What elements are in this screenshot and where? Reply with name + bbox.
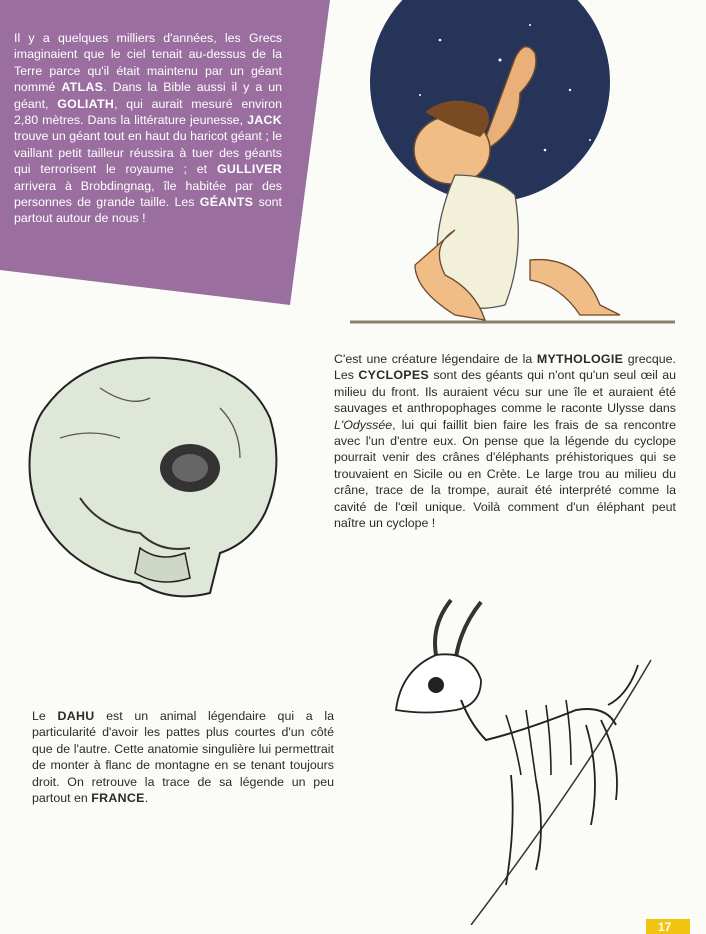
page-number: 17 [658,920,672,934]
keyword-dahu: DAHU [57,709,95,723]
intro-text-block [14,30,282,227]
keyword-atlas: ATLAS [61,80,104,95]
keyword-geants: GÉANTS [199,195,254,210]
page-number-badge [646,919,690,934]
keyword-jack: JACK [247,113,282,128]
dahu-skeleton-illustration [376,595,676,925]
elephant-skull-illustration [20,348,290,598]
atlas-illustration [330,0,702,328]
keyword-goliath: GOLIATH [57,96,115,111]
cyclops-text-block [334,351,676,531]
keyword-mythologie: MYTHOLOGIE [536,352,624,366]
keyword-france: FRANCE [91,791,145,806]
keyword-cyclopes: CYCLOPES [358,368,429,383]
intro-paragraph: Il y a quelques milliers d'années, les Grecs imaginaient que le ciel tenait au-dessus de la Terre parce qu'il était maintenu par un géant nommé ATLAS. Dans la Bible aussi il y a un géant, GOLIATH, qui aurait mesuré environ 2,80 mètres. Dans la littérature jeunesse, JACK trouve un géant tout en haut du haricot géant ; le vaillant petit tailleur réussira à tuer des géants qui terrorisent le royaume ; et GULLIVER arrivera à Brobdingnag, île habitée par des personnes de grande taille. Les GÉANTS sont partout autour de nous ! [14,31,282,226]
keyword-gulliver: GULLIVER [216,162,282,177]
title-odyssee: L'Odyssée [334,417,393,432]
cyclops-paragraph: C'est une créature légendaire de la MYTHOLOGIE grecque. Les CYCLOPES sont des géants qui n'ont qu'un seul œil au milieu du front. Ils auraient vécu sur une île et auraient été sauvages et anthropophages comme le raconte Ulysse dans L'Odyssée, lui qui faillit bien faire les frais de sa rencontre avec l'un d'entre eux. On pense que la légende du cyclope pourrait venir des crânes d'éléphants préhistoriques qui se trouvaient en Sicile ou en Crète. Le large trou au milieu du crâne, trace de la trompe, aurait été interprété comme la cavité de l'œil unique. Voilà comment d'un éléphant peut naître un cyclope ! [334,352,676,531]
dahu-paragraph: Le DAHU est un animal légendaire qui a la particularité d'avoir les pattes plus courtes d'un côté que de l'autre. Cette anatomie singulière lui permettrait de monter à flanc de montagne en se tenant toujours droit. On retrouve la trace de sa légende un peu partout en FRANCE. [32,709,334,806]
dahu-text-block [32,708,334,806]
